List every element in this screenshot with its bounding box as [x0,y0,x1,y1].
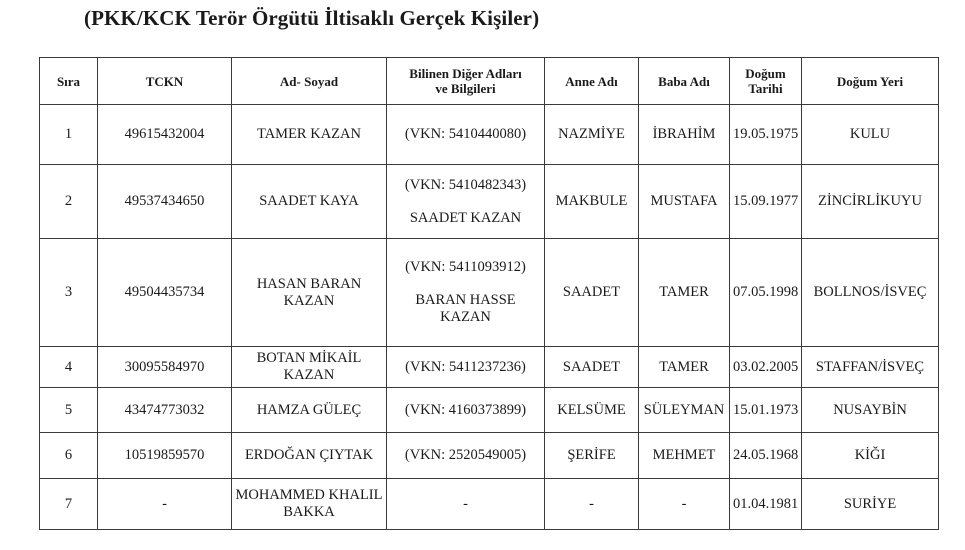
table-row [40,433,939,479]
cell-diger-adlar [387,479,545,530]
header-dogum-tarihi [730,58,802,105]
spacer [390,276,541,292]
header-diger-adlar [387,58,545,105]
table-header-row [40,58,939,105]
cell-dogum-yeri: BOLLNOS/İSVEÇ [802,239,939,347]
table-row [40,239,939,347]
persons-table [39,57,939,530]
cell-vkn: - [463,495,468,512]
cell-tckn: 43474773032 [98,388,232,433]
cell-ad-soyad: TAMER KAZAN [232,105,387,165]
cell-dogum-yeri: NUSAYBİN [802,388,939,433]
cell-vkn: (VKN: 5410440080) [404,126,527,142]
cell-dogum-tarihi: 15.09.1977 [730,165,802,239]
cell-sira: 5 [40,388,98,433]
cell-anne-adi: - [545,479,639,530]
cell-other-name: BARAN HASSE KAZAN [415,292,516,325]
cell-tckn: 30095584970 [98,347,232,388]
cell-diger-adlar [387,347,545,388]
header-anne-adi: Anne Adı [545,58,639,105]
table-row [40,105,939,165]
cell-diger-adlar [387,165,545,239]
cell-dogum-yeri: SURİYE [802,479,939,530]
cell-anne-adi: SAADET [545,347,639,388]
header-baba-adi: Baba Adı [639,58,730,105]
cell-baba-adi: MEHMET [639,433,730,479]
cell-other-name: SAADET KAZAN [409,209,522,226]
cell-diger-adlar [387,433,545,479]
cell-anne-adi: NAZMİYE [545,105,639,165]
cell-dogum-tarihi: 01.04.1981 [730,479,802,530]
cell-anne-adi: ŞERİFE [545,433,639,479]
cell-sira: 2 [40,165,98,239]
cell-sira: 1 [40,105,98,165]
cell-dogum-yeri: STAFFAN/İSVEÇ [802,347,939,388]
cell-anne-adi: SAADET [545,239,639,347]
cell-diger-adlar [387,105,545,165]
table-row [40,165,939,239]
cell-dogum-yeri: ZİNCİRLİKUYU [802,165,939,239]
cell-vkn: (VKN: 5410482343) [404,176,527,193]
cell-vkn: (VKN: 5411237236) [405,358,526,375]
cell-diger-adlar [387,388,545,433]
cell-sira: 7 [40,479,98,530]
cell-baba-adi: İBRAHİM [639,105,730,165]
cell-baba-adi: SÜLEYMAN [639,388,730,433]
header-tckn: TCKN [98,58,232,105]
cell-ad-soyad: MOHAMMED KHALIL BAKKA [232,479,387,530]
header-diger-adlar-line2: ve Bilgileri [435,81,496,96]
cell-ad-soyad: HAMZA GÜLEÇ [232,388,387,433]
cell-tckn: 49537434650 [98,165,232,239]
header-dogum-yeri: Doğum Yeri [802,58,939,105]
cell-sira: 3 [40,239,98,347]
cell-diger-adlar [387,239,545,347]
table-row [40,388,939,433]
cell-baba-adi: TAMER [639,239,730,347]
header-dogum-tarihi-line1: Doğum [745,66,786,81]
cell-baba-adi: TAMER [639,347,730,388]
cell-dogum-tarihi: 24.05.1968 [730,433,802,479]
header-dogum-tarihi-line2: Tarihi [748,81,783,96]
cell-tckn: - [98,479,232,530]
cell-anne-adi: MAKBULE [545,165,639,239]
table-row [40,347,939,388]
cell-vkn: (VKN: 5411093912) [405,259,526,275]
cell-ad-soyad: ERDOĞAN ÇIYTAK [232,433,387,479]
cell-dogum-yeri: KİĞI [802,433,939,479]
cell-ad-soyad: BOTAN MİKAİL KAZAN [232,347,387,388]
cell-ad-soyad: SAADET KAYA [232,165,387,239]
table-row [40,479,939,530]
cell-sira: 4 [40,347,98,388]
cell-tckn: 49615432004 [98,105,232,165]
cell-dogum-tarihi: 19.05.1975 [730,105,802,165]
cell-vkn: (VKN: 2520549005) [404,447,527,463]
cell-tckn: 49504435734 [98,239,232,347]
header-sira: Sıra [40,58,98,105]
cell-dogum-tarihi: 15.01.1973 [730,388,802,433]
header-ad-soyad: Ad- Soyad [232,58,387,105]
cell-anne-adi: KELSÜME [545,388,639,433]
cell-baba-adi: MUSTAFA [639,165,730,239]
cell-ad-soyad: HASAN BARAN KAZAN [232,239,387,347]
header-diger-adlar-line1: Bilinen Diğer Adları [409,66,522,81]
cell-tckn: 10519859570 [98,433,232,479]
document-title: (PKK/KCK Terör Örgütü İltisaklı Gerçek Kişiler) [84,6,540,30]
cell-vkn: (VKN: 4160373899) [404,401,527,418]
cell-dogum-yeri: KULU [802,105,939,165]
cell-sira: 6 [40,433,98,479]
cell-baba-adi: - [639,479,730,530]
cell-dogum-tarihi: 03.02.2005 [730,347,802,388]
cell-dogum-tarihi: 07.05.1998 [730,239,802,347]
spacer [390,194,541,210]
